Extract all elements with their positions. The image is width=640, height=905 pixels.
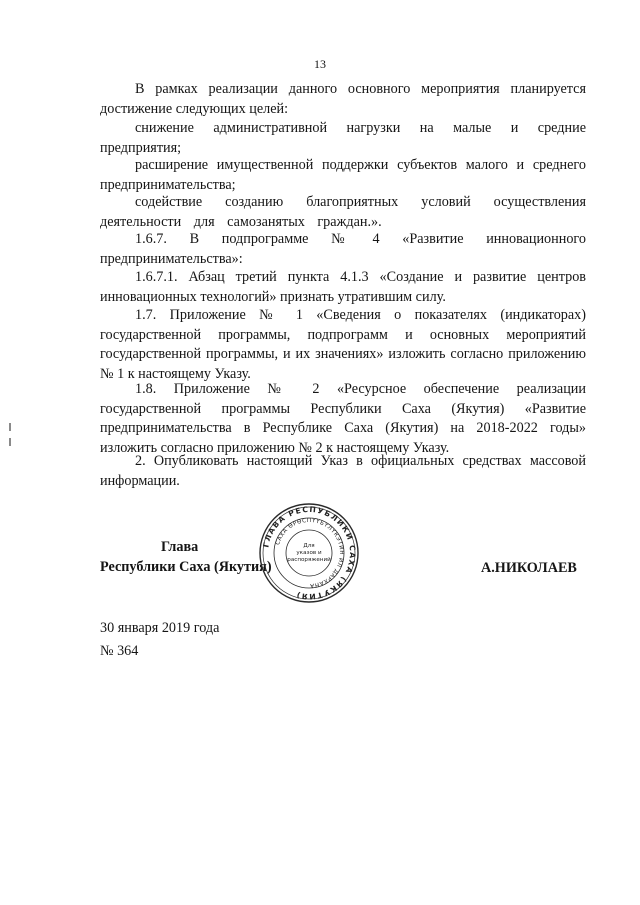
seal-center-line2: указов и [296,550,322,556]
paragraph-text: 1.7. Приложение № 1 «Сведения о показателях (индикаторах) государственной программы, подпрограмм и основных мероприятий государственной программы, и их значениях» изложить согласно приложению № 1 к настоящему Указу. [100,307,586,382]
signatory-name: А.НИКОЛАЕВ [481,560,577,576]
paragraph-goal-3 [100,193,586,232]
signature-title-line2: Республики Саха (Якутия) [100,559,272,575]
page-number: 13 [314,57,326,71]
paragraph-goal-1 [100,119,586,158]
official-seal [258,502,360,604]
scan-margin-mark [9,438,11,446]
paragraph-text: 1.8. Приложение № 2 «Ресурсное обеспечение реализации государственной программы Республики Саха (Якутия) «Развитие предпринимательства в Республике Саха (Якутия) на 2018-2022 годы» изложить согласно приложению № 2 к настоящему Указу. [100,381,586,456]
seal-inner-text: САХА ӨРӨСПҮҮБҮЛҮКЭТИН ИЛ ДАРХАНА [275,517,345,589]
seal-center-line3: распоряжений [287,557,331,563]
signature-title-line1: Глава [161,539,199,555]
paragraph-item-2 [100,452,586,491]
paragraph-intro [100,80,586,119]
document-date: 30 января 2019 года [100,620,220,636]
paragraph-text: снижение административной нагрузки на малые и средние предприятия; [100,120,586,156]
paragraph-text: 1.6.7.1. Абзац третий пункта 4.1.3 «Создание и развитие центров инновационных технологий» признать утратившим силу. [100,269,586,305]
seal-center-line1: Для [303,543,315,549]
paragraph-text: 2. Опубликовать настоящий Указ в официальных средствах массовой информации. [100,453,586,489]
paragraph-text: содействие созданию благоприятных условий осуществления деятельности для самозанятых граждан.». [100,194,586,230]
paragraph-item-1-6-7-1 [100,268,586,307]
paragraph-item-1-6-7 [100,230,586,269]
scan-margin-mark [9,423,11,431]
document-number: № 364 [100,643,139,659]
paragraph-goal-2 [100,156,586,195]
paragraph-text: В рамках реализации данного основного мероприятия планируется достижение следующих целей: [100,81,586,117]
paragraph-item-1-7 [100,306,586,384]
paragraph-text: расширение имущественной поддержки субъектов малого и среднего предпринимательства; [100,157,586,193]
paragraph-text: 1.6.7. В подпрограмме № 4 «Развитие инновационного предпринимательства»: [100,231,586,267]
seal-outer-text: ГЛАВА РЕСПУБЛИКИ САХА (ЯКУТИЯ) [261,504,358,602]
paragraph-item-1-8 [100,380,586,458]
